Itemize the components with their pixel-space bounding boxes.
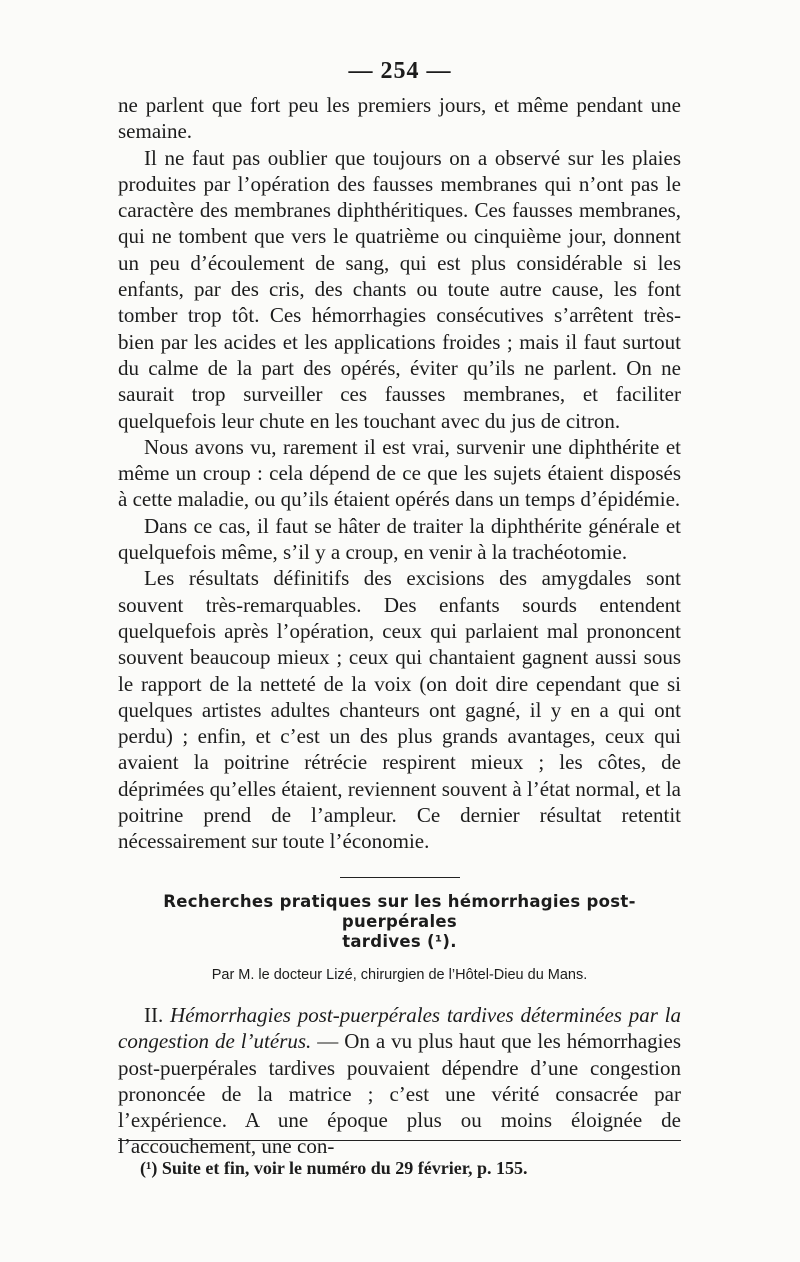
footnote-marker: (¹)	[140, 1158, 158, 1178]
section-number: II.	[144, 1002, 164, 1027]
paragraph-2: Il ne faut pas oublier que toujours on a observé sur les plaies produites par l’opération des fausses membranes qui n’ont pas le caractère des membranes diphthéritiques. Ces fausses membranes, qui ne tombent que vers le quatrième ou cinquième jour, donnent un peu d’écoulement de sang, qui est plus considérable si les enfants, par des cris, des chants ou toute autre cause, les font tomber trop tôt. Ces hémorrhagies consécutives s’arrêtent très-bien par les acides et les applications froides ; mais il faut surtout du calme de la part des opérés, éviter qu’ils ne parlent. On ne saurait trop surveiller ces fausses membranes, et faciliter quelquefois leur chute en les touchant avec du jus de citron.	[118, 145, 681, 433]
author-line: Par M. le docteur Lizé, chirurgien de l’Hôtel-Dieu du Mans.	[211, 966, 588, 983]
paragraph-1: ne parlent que fort peu les premiers jours, et même pendant une semaine.	[118, 93, 681, 144]
section-title-line-2: tardives (¹).	[342, 931, 457, 951]
paragraph-5: Les résultats définitifs des excisions des amygdales sont souvent très-remarquables. Des enfants sourds entendent quelquefois après l’opération, ceux qui parlaient mal prononcent souvent beaucoup mieux ; ceux qui chantaient gagnent aussi sous le rapport de la netteté de la voix (on doit dire cependant que si quelques artistes adultes chanteurs ont gagné, il y en a qui ont perdu) ; enfin, et c’est un des plus grands avantages, ceux qui avaient la poitrine rétrécie respirent mieux ; les côtes, de déprimées qu’elles étaient, reviennent souvent à l’état normal, et la poitrine prend de l’ampleur. Ce dernier résultat retentit nécessairement sur toute l’économie.	[118, 566, 681, 854]
section-body: — On a vu plus haut que les hémorrhagies post-puerpérales tardives pouvaient dépendre d’une congestion prononcée de la matrice ; c’est une vérité consacrée par l’expérience. A une époque plus ou moins éloignée de l’accouchement, une con-	[118, 1029, 682, 1159]
paragraph-3: Nous avons vu, rarement il est vrai, survenir une diphthérite et même un croup : cela dépend de ce que les sujets étaient disposés à cette maladie, ou qu’ils étaient opérés dans un temps d’épidémie.	[118, 434, 681, 512]
footnote	[140, 1158, 680, 1179]
section-paragraph	[118, 1002, 681, 1160]
footnote-divider	[118, 1140, 681, 1141]
subsection-heading: Hémorrhagies post-puerpérales tardives déterminées par la congestion de l’utérus.	[118, 1002, 682, 1054]
paragraph-4: Dans ce cas, il faut se hâter de traiter la diphthérite générale et quelquefois même, s’il y a croup, en venir à la trachéotomie.	[118, 513, 681, 565]
main-text	[118, 92, 681, 1160]
footnote-text: Suite et fin, voir le numéro du 29 février, p. 155.	[161, 1158, 528, 1178]
section-title-line-1: Recherches pratiques sur les hémorrhagies post-puerpérales	[163, 891, 636, 931]
section-divider	[340, 877, 460, 878]
section-title	[118, 892, 681, 952]
page-number: — 254 —	[348, 58, 452, 84]
